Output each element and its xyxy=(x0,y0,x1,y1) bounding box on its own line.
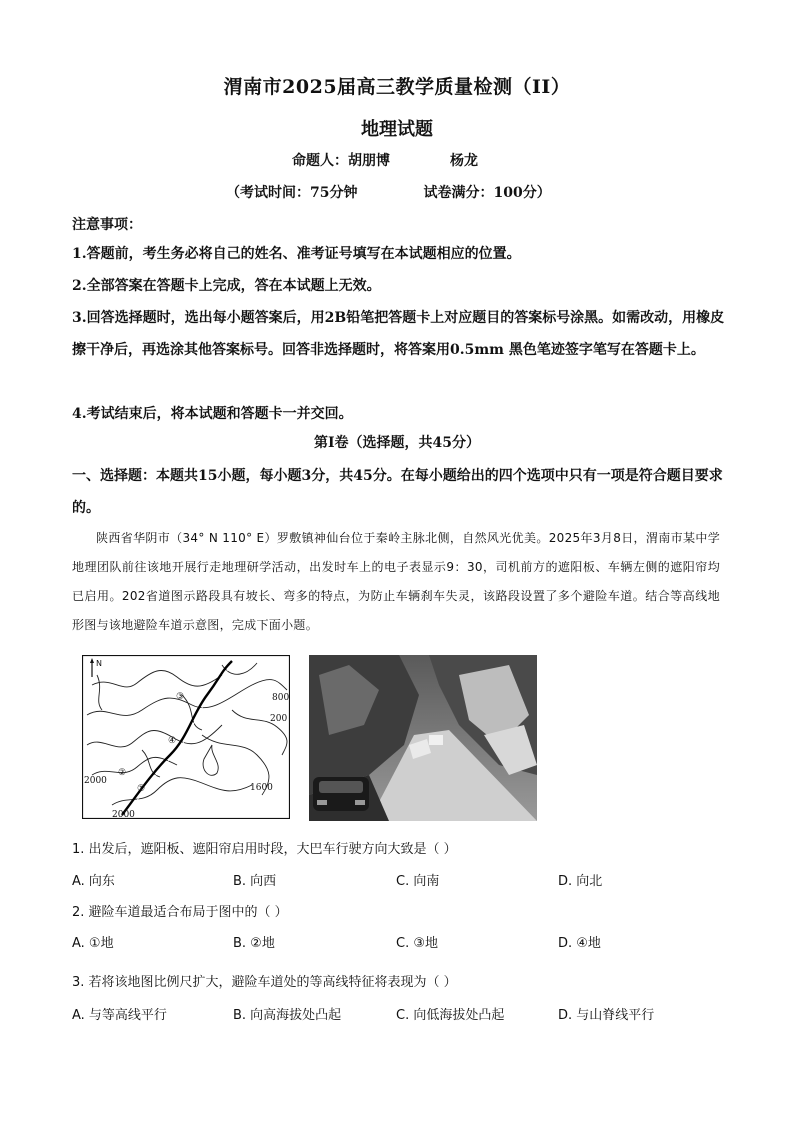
note-item: 3.回答选择题时，选出每小题答案后，用2B铅笔把答题卡上对应题目的答案标号涂黑。如需改动，用橡皮擦干净后，再选涂其他答案标号。回答非选择题时，将答案用0.5mm 黑色笔迹签字笔写在答题卡上。 xyxy=(72,310,725,358)
option-a: A. 与等高线平行 xyxy=(72,1008,167,1023)
note-item: 4.考试结束后，将本试题和答题卡一并交回。 xyxy=(72,406,353,422)
contour-label: 200 xyxy=(270,714,288,724)
option-c: C. ③地 xyxy=(396,936,438,951)
exam-time: （考试时间：75分钟 xyxy=(226,185,358,201)
option-b: B. 向西 xyxy=(233,874,277,889)
option-a: A. ①地 xyxy=(72,936,114,951)
notes-heading: 注意事项： xyxy=(72,217,142,233)
contour-label: 2000 xyxy=(112,810,135,819)
question-stem: 2. 避险车道最适合布局于图中的（ ） xyxy=(72,905,288,920)
section-heading: 一、选择题：本题共15小题，每小题3分，共45分。在每小题给出的四个选项中只有一项是符合题目要求的。 xyxy=(72,468,723,516)
option-b: B. ②地 xyxy=(233,936,275,951)
page-title: 渭南市2025届高三教学质量检测（II） xyxy=(223,76,571,98)
option-c: C. 向低海拔处凸起 xyxy=(396,1008,505,1023)
map-marker: ③ xyxy=(176,692,185,702)
map-marker: ① xyxy=(137,784,146,794)
option-d: D. ④地 xyxy=(558,936,601,951)
full-score: 试卷满分：100分） xyxy=(423,185,551,201)
contour-map-svg xyxy=(82,655,290,819)
contour-label: 2000 xyxy=(84,776,107,786)
map-marker: ② xyxy=(118,768,127,778)
option-d: D. 向北 xyxy=(558,874,603,889)
reading-passage: 陕西省华阴市（34° N 110° E）罗敷镇神仙台位于秦岭主脉北侧，自然风光优美。2025年3月8日，渭南市某中学地理团队前往该地开展行走地理研学活动，出发时车上的电子表显示9：30，司机前方的遮阳板、车辆左侧的遮阳帘均已启用。202省道图示路段具有坡长、弯多的特点，为防止车辆刹车失灵，该路段设置了多个避险车道。结合等高线地形图与该地避险车道示意图，完成下面小题。 xyxy=(72,531,720,632)
option-b: B. 向高海拔处凸起 xyxy=(233,1008,342,1023)
option-d: D. 与山脊线平行 xyxy=(558,1008,655,1023)
subject-title: 地理试题 xyxy=(361,119,433,140)
exam-info xyxy=(226,182,551,202)
question-stem: 1. 出发后，遮阳板、遮阳帘启用时段，大巴车行驶方向大致是（ ） xyxy=(72,842,457,857)
map-marker: ④ xyxy=(168,736,177,746)
option-c: C. 向南 xyxy=(396,874,440,889)
escape-lane-photo-svg xyxy=(309,655,537,821)
contour-label: 800 xyxy=(272,693,290,703)
part-heading: 第I卷（选择题，共45分） xyxy=(313,435,481,451)
note-item: 2.全部答案在答题卡上完成，答在本试题上无效。 xyxy=(72,278,381,294)
question-stem: 3. 若将该地图比例尺扩大，避险车道处的等高线特征将表现为（ ） xyxy=(72,975,457,990)
contour-label: 1600 xyxy=(250,783,273,793)
escape-lane-photo xyxy=(309,655,537,821)
authors-line xyxy=(292,150,478,170)
author-label: 命题人：胡朋博 xyxy=(292,153,390,169)
north-arrow-label: N xyxy=(96,659,102,668)
author-second: 杨龙 xyxy=(450,153,478,169)
note-item: 1.答题前，考生务必将自己的姓名、准考证号填写在本试题相应的位置。 xyxy=(72,246,521,262)
option-a: A. 向东 xyxy=(72,874,115,889)
contour-map xyxy=(82,655,290,819)
